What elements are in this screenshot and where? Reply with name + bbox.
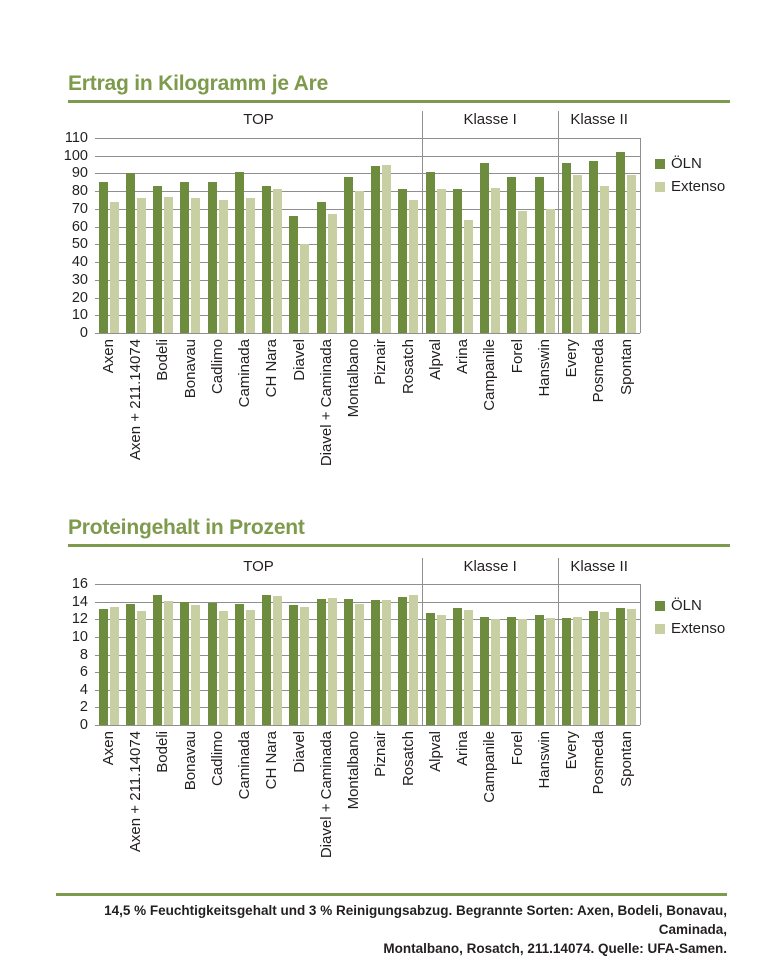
x-label-text: Axen + 211.14074 [127,731,144,853]
bar-extenso [491,188,500,333]
bar-extenso [300,607,309,725]
legend-swatch-oeln [655,159,665,169]
bar-oeln [535,177,544,333]
x-label [422,731,449,881]
section-divider [558,558,559,725]
bar-extenso [328,598,337,725]
bar-extenso [600,186,609,333]
bar-oeln [262,186,271,333]
x-label [531,339,558,489]
bar-oeln [535,615,544,725]
bar-oeln [262,595,271,725]
title-rule [68,544,730,547]
y-tick-label: 12 [71,611,88,628]
x-label [313,339,340,489]
x-label [95,339,122,489]
x-label-text: Piznair [372,339,390,385]
bar-extenso [219,200,228,333]
x-label [286,731,313,881]
plot-right-border [640,584,641,725]
x-label-text: CH Nara [263,339,281,398]
bar-extenso [191,198,200,333]
y-tick-label: 10 [71,628,88,645]
section-label: Klasse I [463,111,517,128]
x-label [558,339,585,489]
x-label-text: CH Nara [263,731,281,790]
bar-oeln [235,172,244,333]
bar-oeln [589,611,598,725]
bar-oeln [208,603,217,725]
legend-label: Extenso [671,178,726,195]
bar-oeln [126,604,135,725]
x-label-text: Cadlimo [208,339,226,395]
bar-oeln [317,599,326,725]
x-label [177,731,204,881]
bar-extenso [300,244,309,333]
x-label [504,339,531,489]
x-label [395,339,422,489]
x-label-text: Hanswin [535,339,553,397]
x-label [313,731,340,881]
bar-extenso [491,619,500,725]
x-label [531,731,558,881]
bar-oeln [99,609,108,725]
x-label-text: Hanswin [535,731,553,789]
x-label-text: Diavel + Caminada [317,731,335,859]
y-tick-label: 20 [71,289,88,306]
x-label [150,731,177,881]
x-label-text: Piznair [372,731,390,777]
bar-oeln [317,202,326,333]
bar-extenso [546,618,555,725]
legend-label: Extenso [671,620,726,637]
bar-oeln [289,605,298,725]
x-label-text: Posmeda [590,731,608,795]
bar-extenso [246,198,255,333]
x-label [204,339,231,489]
x-label-text: Rosatch [399,731,417,787]
x-label-text: Diavel + Caminada [317,339,335,467]
bar-extenso [600,612,609,725]
y-tick-label: 100 [63,147,88,164]
x-label-text: Arina [454,731,471,767]
bar-extenso [382,600,391,725]
title-rule [68,100,730,103]
x-label [177,339,204,489]
bar-oeln [153,595,162,725]
x-label [613,731,640,881]
x-label-text: Every [563,339,580,378]
x-label [340,339,367,489]
bar-oeln [507,617,516,725]
y-tick-label: 2 [79,699,88,716]
x-label-text: Diavel [290,339,308,381]
bar-extenso [164,601,173,725]
bar-extenso [627,175,636,333]
x-label [586,339,613,489]
legend-swatch-extenso [655,624,665,634]
legend-label: ÖLN [671,155,702,172]
bar-extenso [110,607,119,725]
bar-oeln [99,182,108,333]
bar-extenso [164,197,173,334]
legend-item [655,621,725,637]
bar-oeln [180,602,189,725]
bar-oeln [562,618,571,725]
chart-title-proteingehalt: Proteingehalt in Prozent [68,516,305,539]
x-label [259,731,286,881]
x-label-text: Bodeli [154,731,172,773]
bar-oeln [371,600,380,725]
bar-oeln [398,597,407,725]
bar-oeln [616,152,625,333]
bar-oeln [589,161,598,333]
x-label [204,731,231,881]
bar-oeln [126,173,135,333]
bar-oeln [507,177,516,333]
bar-oeln [398,189,407,333]
y-tick-label: 8 [79,646,88,663]
bar-extenso [518,619,527,725]
bar-oeln [208,182,217,333]
x-label [286,339,313,489]
x-label [231,731,258,881]
section-divider [422,558,423,725]
y-tick-label: 14 [71,593,88,610]
bar-extenso [219,611,228,725]
bar-oeln [344,177,353,333]
bar-oeln [562,163,571,333]
x-label-text: Cadlimo [208,731,226,787]
x-label [259,339,286,489]
legend-item [655,179,725,195]
x-label [122,731,149,881]
x-label [95,731,122,881]
section-label: TOP [243,558,274,575]
x-label-text: Axen [99,731,117,766]
bar-extenso [518,211,527,333]
x-label-text: Montalbano [345,731,362,810]
bar-extenso [464,220,473,333]
gridline [95,725,640,726]
x-label [150,339,177,489]
bar-oeln [153,186,162,333]
x-label-text: Axen [99,339,117,374]
bar-oeln [616,608,625,725]
x-label-text: Caminada [236,731,253,800]
bar-extenso [355,191,364,333]
x-label [477,731,504,881]
bar-extenso [137,198,146,333]
bar-extenso [409,200,418,333]
bar-extenso [409,595,418,725]
y-tick-label: 0 [79,717,88,733]
legend-label: ÖLN [671,597,702,614]
bar-extenso [191,605,200,725]
section-label: Klasse II [570,558,628,575]
bar-oeln [235,604,244,725]
footer-note-line2: Montalbano, Rosatch, 211.14074. Quelle: UFA-Samen. [383,941,727,956]
y-tick-label: 40 [71,254,88,271]
x-label-text: Forel [508,339,526,374]
x-label [449,731,476,881]
x-label-text: Rosatch [399,339,417,395]
x-label-text: Caminada [236,339,253,408]
bar-oeln [453,608,462,725]
y-tick-label: 50 [71,236,88,253]
x-label [368,731,395,881]
legend-item [655,156,725,172]
bar-extenso [464,610,473,725]
bar-oeln [480,617,489,725]
y-tick-label: 6 [79,664,88,681]
x-label-text: Alpval [426,339,444,380]
x-label [613,339,640,489]
bar-oeln [289,216,298,333]
section-label: Klasse I [463,558,517,575]
bar-extenso [627,609,636,725]
footer-rule [56,893,727,896]
y-tick-label: 10 [71,307,88,324]
x-label [449,339,476,489]
bar-extenso [110,202,119,333]
bar-extenso [437,615,446,725]
legend [655,598,725,644]
x-label-text: Forel [508,731,526,766]
section-divider [422,111,423,333]
y-tick-label: 70 [71,200,88,217]
y-tick-label: 60 [71,218,88,235]
plot-right-border [640,138,641,333]
bar-oeln [453,189,462,333]
section-label: TOP [243,111,274,128]
bar-extenso [273,596,282,725]
x-label [340,731,367,881]
bar-extenso [573,617,582,725]
bar-oeln [426,172,435,333]
bar-oeln [480,163,489,333]
x-label-text: Spontan [617,731,635,787]
x-label [586,731,613,881]
x-label-text: Diavel [290,731,308,773]
bar-extenso [246,610,255,725]
x-label [231,339,258,489]
legend-swatch-extenso [655,182,665,192]
bar-extenso [328,214,337,333]
bar-oeln [426,613,435,725]
x-label-text: Campanile [481,339,499,411]
bar-extenso [355,604,364,725]
bar-oeln [371,166,380,333]
x-label-text: Every [563,731,580,770]
x-label [504,731,531,881]
y-tick-label: 90 [71,165,88,182]
y-tick-label: 30 [71,271,88,288]
section-divider [558,111,559,333]
footer-note-line1: 14,5 % Feuchtigkeitsgehalt und 3 % Reinigungsabzug. Begrannte Sorten: Axen, Bodeli, Bonavau, Caminada, [104,903,727,937]
x-label-text: Axen + 211.14074 [127,339,144,461]
y-tick-label: 80 [71,183,88,200]
section-label: Klasse II [570,111,628,128]
bar-extenso [273,189,282,333]
x-label-text: Campanile [481,731,499,803]
chart-title-ertrag: Ertrag in Kilogramm je Are [68,72,329,95]
bar-extenso [573,175,582,333]
footer-note [80,901,727,958]
x-label-text: Bonavau [181,731,199,791]
x-label-text: Spontan [617,339,635,395]
bar-extenso [137,611,146,725]
legend [655,156,725,202]
gridline [95,333,640,334]
x-label [395,731,422,881]
y-tick-label: 110 [64,130,88,146]
x-label [477,339,504,489]
x-label-text: Montalbano [345,339,362,418]
x-label [368,339,395,489]
legend-item [655,598,725,614]
x-label-text: Bodeli [154,339,172,381]
y-tick-label: 0 [79,325,88,341]
bar-extenso [437,189,446,333]
x-label-text: Posmeda [590,339,608,403]
bar-oeln [180,182,189,333]
x-label [422,339,449,489]
y-tick-label: 4 [79,681,88,698]
x-label-text: Bonavau [181,339,199,399]
legend-swatch-oeln [655,601,665,611]
bar-oeln [344,599,353,725]
bar-extenso [382,165,391,333]
x-label-text: Arina [454,339,471,375]
x-label [558,731,585,881]
bar-extenso [546,209,555,333]
y-tick-label: 16 [71,576,88,592]
x-label-text: Alpval [426,731,444,772]
x-label [122,339,149,489]
